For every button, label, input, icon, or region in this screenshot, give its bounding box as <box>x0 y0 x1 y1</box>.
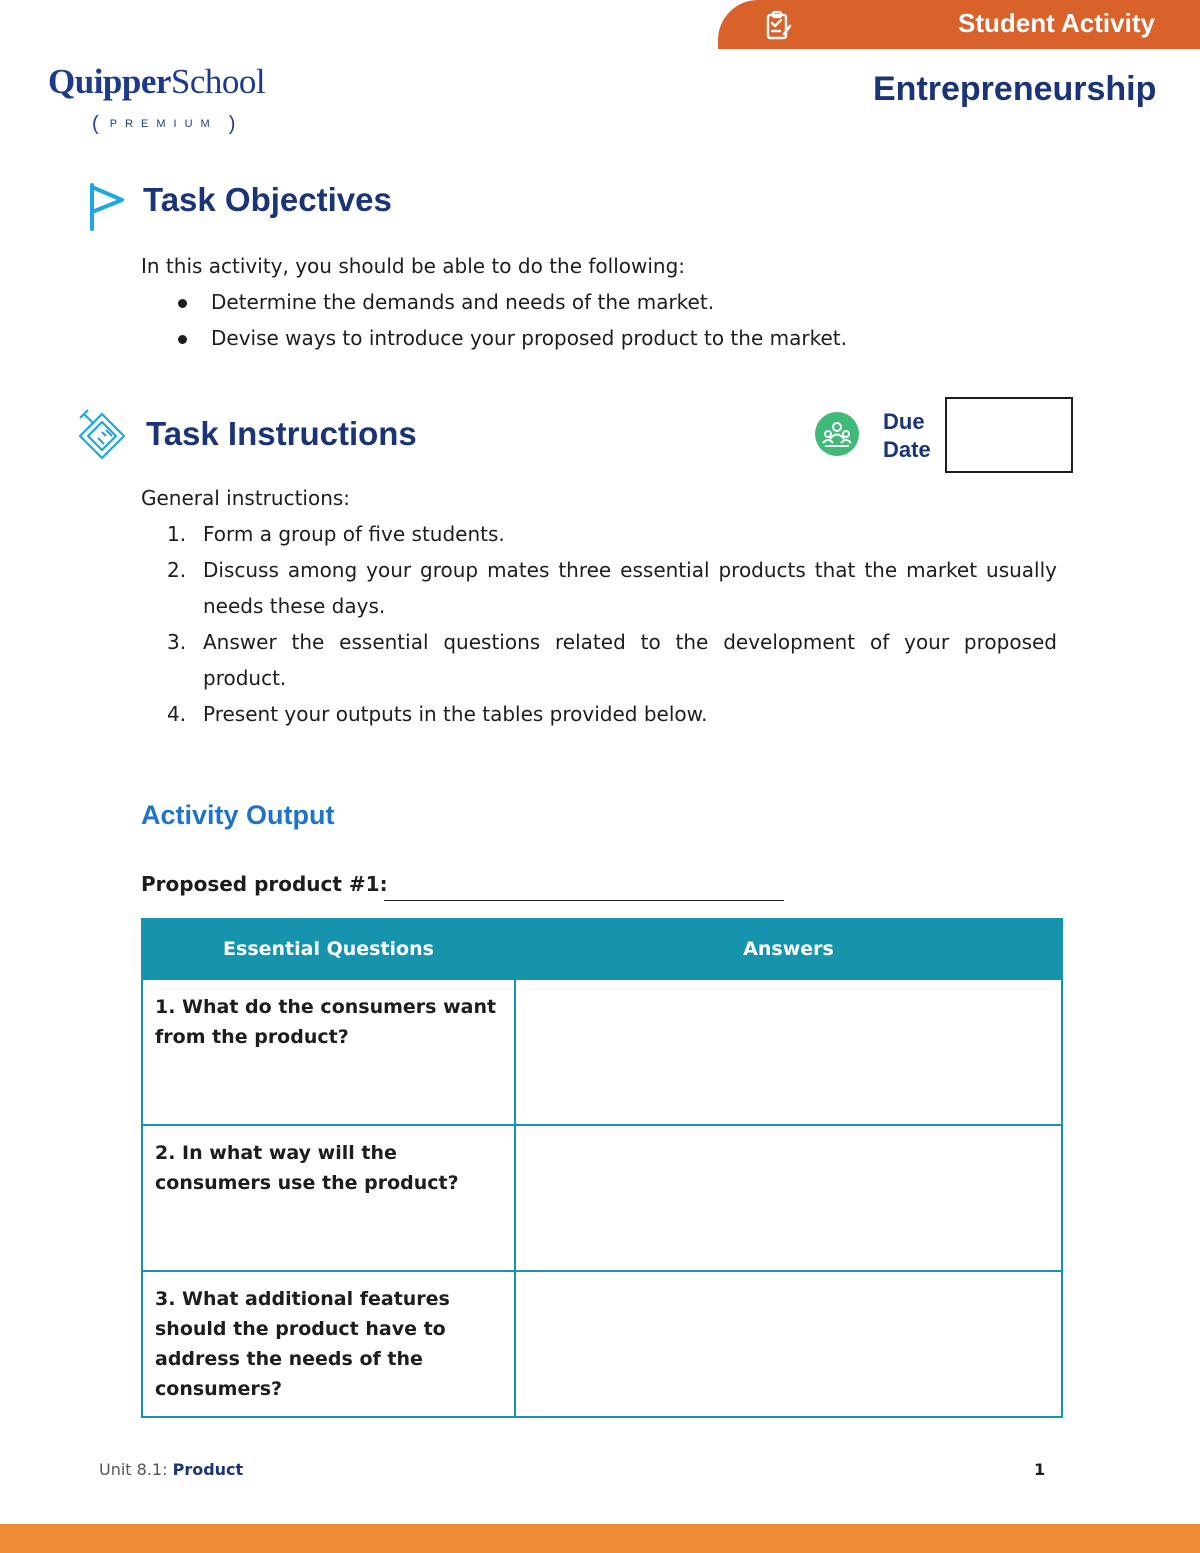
general-instructions-label: General instructions: <box>141 486 351 510</box>
answer-cell[interactable] <box>515 979 1062 1125</box>
clipboard-check-icon <box>762 10 794 42</box>
objective-item: Devise ways to introduce your proposed product to the market. <box>176 320 847 356</box>
answer-cell[interactable] <box>515 1125 1062 1271</box>
due-date-box[interactable] <box>945 397 1073 473</box>
tab-label: Student Activity <box>958 8 1155 38</box>
instruction-item <box>141 696 1057 732</box>
flag-icon <box>88 182 128 232</box>
table-row <box>142 1271 1062 1417</box>
subject-title: Entrepreneurship <box>873 70 1157 108</box>
objectives-intro: In this activity, you should be able to do the following: <box>141 254 686 278</box>
question-cell: 3. What additional features should the product have to address the needs of the consumers? <box>142 1271 515 1417</box>
instruction-text: Present your outputs in the tables provided below. <box>203 702 708 726</box>
logo-brand-bold: Quipper <box>48 62 171 101</box>
logo-tier-label: PREMIUM <box>109 118 218 130</box>
instruction-item <box>141 516 1057 552</box>
proposed-product-field[interactable] <box>384 900 784 901</box>
logo <box>48 62 265 102</box>
footer-topic: Product <box>172 1460 244 1479</box>
table-row <box>142 979 1062 1125</box>
footer-bar <box>0 1524 1200 1553</box>
tools-icon <box>76 406 128 462</box>
instructions-title: Task Instructions <box>146 415 417 452</box>
question-cell: 1. What do the consumers want from the product? <box>142 979 515 1125</box>
instructions-list <box>141 516 1057 732</box>
instruction-number: 3. <box>167 630 187 654</box>
activity-output-title: Activity Output <box>141 800 335 830</box>
group-icon <box>815 412 859 456</box>
instruction-text: Form a group of five students. <box>203 522 505 546</box>
instruction-text: Answer the essential questions related to the development of your proposed product. <box>203 630 1057 690</box>
instruction-item <box>141 552 1057 624</box>
instruction-number: 1. <box>167 522 187 546</box>
instruction-item <box>141 624 1057 696</box>
column-header-answers: Answers <box>515 919 1062 979</box>
column-header-questions: Essential Questions <box>142 919 515 979</box>
instruction-number: 2. <box>167 558 187 582</box>
page-number: 1 <box>1034 1460 1046 1479</box>
footer-unit <box>99 1460 243 1479</box>
answer-cell[interactable] <box>515 1271 1062 1417</box>
objectives-title: Task Objectives <box>143 181 392 218</box>
essential-questions-table <box>141 918 1063 1418</box>
due-date-label: Due Date <box>883 409 931 462</box>
proposed-product-label: Proposed product #1: <box>141 872 388 896</box>
objectives-list <box>176 284 847 356</box>
question-cell: 2. In what way will the consumers use the product? <box>142 1125 515 1271</box>
instruction-number: 4. <box>167 702 187 726</box>
instruction-text: Discuss among your group mates three essential products that the market usually needs these days. <box>203 558 1057 618</box>
table-header-row <box>142 919 1062 979</box>
objective-item: Determine the demands and needs of the market. <box>176 284 847 320</box>
footer-unit-label: Unit 8.1: <box>99 1460 168 1479</box>
logo-brand-regular: School <box>170 62 266 101</box>
table-row <box>142 1125 1062 1271</box>
logo-tier: ( PREMIUM ) <box>92 113 236 135</box>
